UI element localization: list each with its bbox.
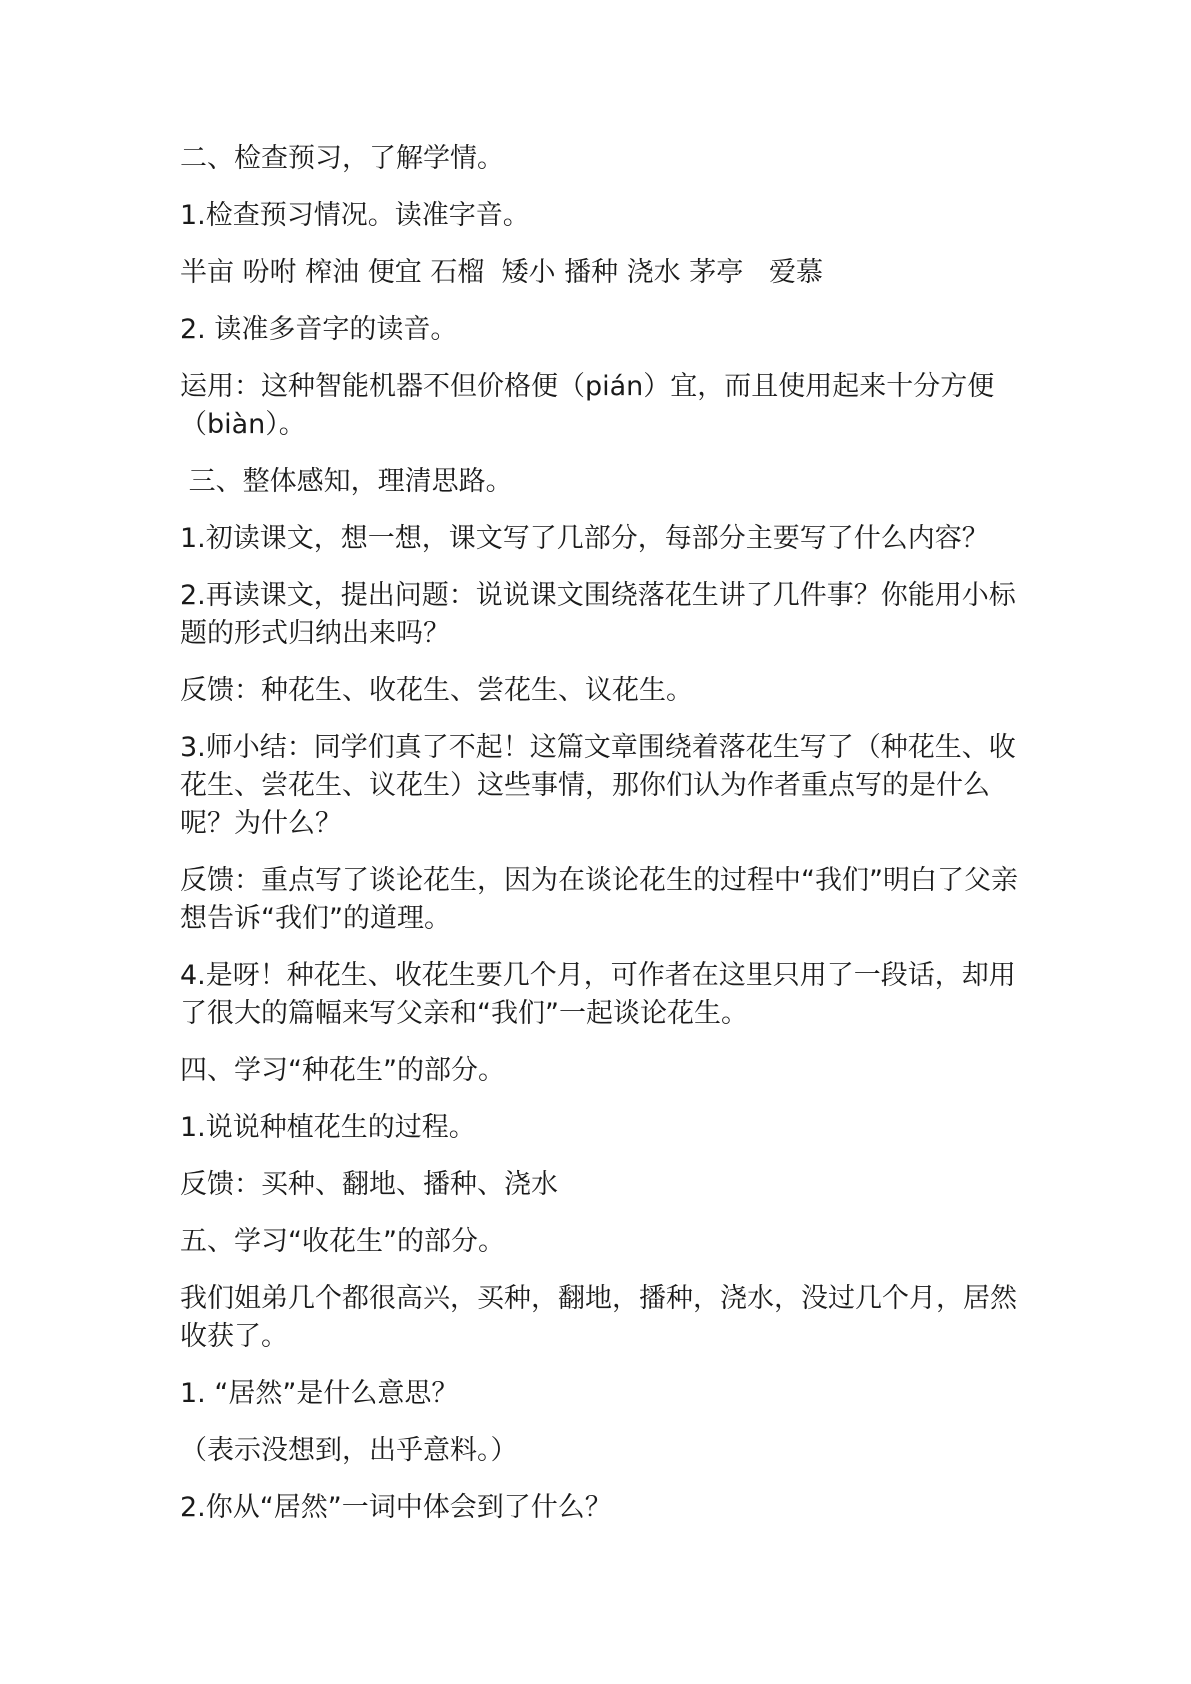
paragraph: （表示没想到，出乎意料。）	[180, 1435, 518, 1466]
paragraph: 1. “居然”是什么意思？	[180, 1378, 459, 1409]
paragraph: 反馈：买种、翻地、播种、浇水	[180, 1169, 558, 1200]
paragraph: 反馈：种花生、收花生、尝花生、议花生。	[180, 675, 693, 706]
paragraph: 1.说说种植花生的过程。	[180, 1112, 476, 1143]
paragraph: 2.再读课文，提出问题：说说课文围绕落花生讲了几件事？你能用小标题的形式归纳出来吗？	[180, 580, 1016, 649]
word-list: 半亩 吩咐 榨油 便宜 石榴 矮小 播种 浇水 茅亭 爱慕	[180, 257, 823, 288]
paragraph: 3.师小结：同学们真了不起！这篇文章围绕着落花生写了（种花生、收花生、尝花生、议花生）这些事情，那你们认为作者重点写的是什么呢？为什么？	[180, 732, 1016, 839]
paragraph: 4.是呀！种花生、收花生要几个月，可作者在这里只用了一段话，却用了很大的篇幅来写父亲和“我们”一起谈论花生。	[180, 960, 1016, 1029]
section-heading-3: 三、整体感知，理清思路。	[180, 466, 513, 497]
section-heading-2: 二、检查预习，了解学情。	[180, 143, 504, 174]
paragraph: 运用：这种智能机器不但价格便（pián）宜，而且使用起来十分方便（biàn）。	[180, 371, 995, 440]
paragraph: 我们姐弟几个都很高兴，买种，翻地，播种，浇水，没过几个月，居然收获了。	[180, 1283, 1017, 1352]
paragraph: 反馈：重点写了谈论花生，因为在谈论花生的过程中“我们”明白了父亲想告诉“我们”的道理。	[180, 865, 1018, 934]
paragraph: 2.你从“居然”一词中体会到了什么？	[180, 1492, 612, 1523]
paragraph: 2. 读准多音字的读音。	[180, 314, 458, 345]
paragraph: 1.初读课文，想一想，课文写了几部分，每部分主要写了什么内容？	[180, 523, 989, 554]
section-heading-4: 四、学习“种花生”的部分。	[180, 1055, 505, 1086]
paragraph: 1.检查预习情况。读准字音。	[180, 200, 530, 231]
document-body	[180, 140, 1040, 1546]
section-heading-5: 五、学习“收花生”的部分。	[180, 1226, 505, 1257]
